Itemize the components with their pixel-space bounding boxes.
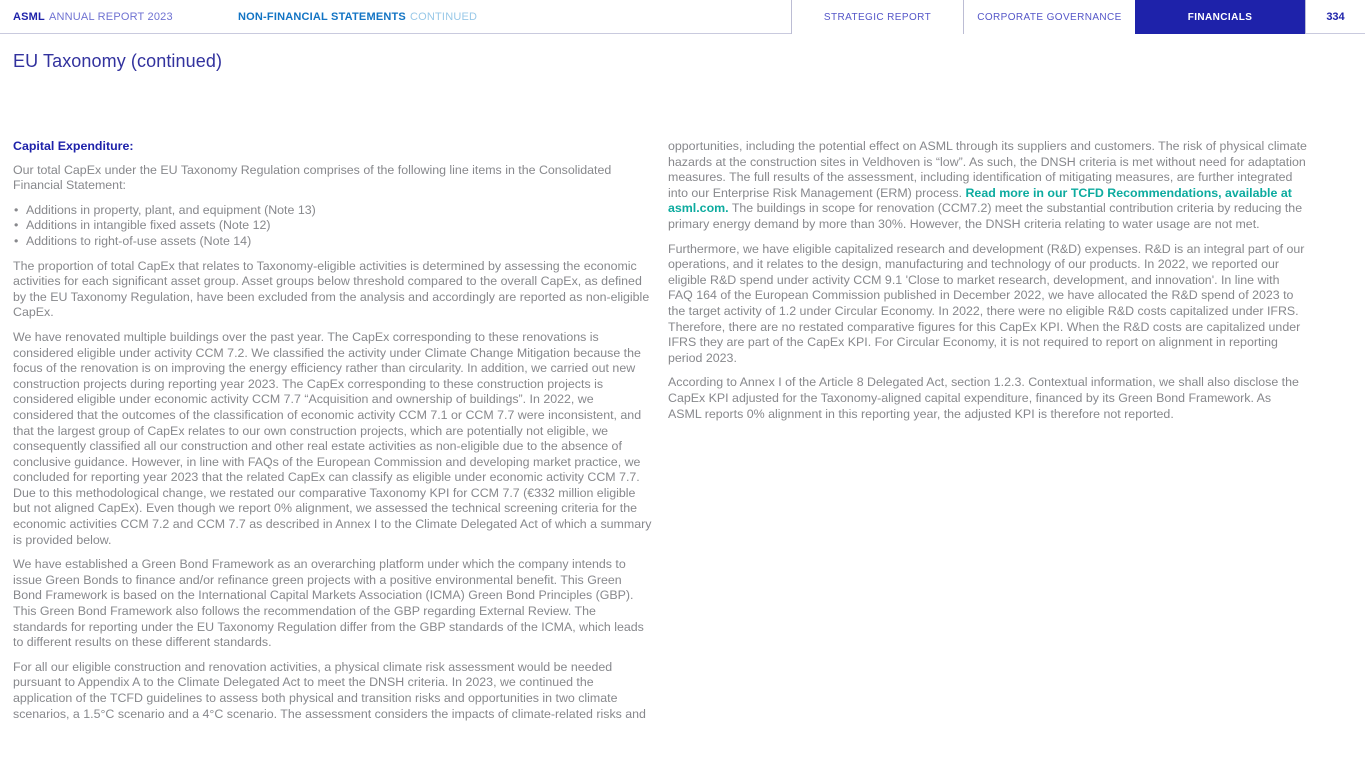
tab-strategic-report[interactable]: STRATEGIC REPORT	[791, 0, 963, 34]
body-paragraph: The proportion of total CapEx that relates to Taxonomy-eligible activities is determined by assessing the economic activities for each significant asset group. Asset groups below threshold compared to the overall CapEx, as defined by the EU Taxonomy Regulation, have been excluded from the analysis and accordingly are reported as non-eligible CapEx.	[13, 258, 650, 320]
list-item: • Additions to right-of-use assets (Note 14)	[13, 234, 653, 250]
body-paragraph: Furthermore, we have eligible capitalized research and development (R&D) expenses. R&D is an integral part of our operations, and it relates to the design, manufacturing and technology of our products. In 2022, we reported our eligible R&D spend under activity CCM 9.1 'Close to market research, development, and innovation'. In line with FAQ 164 of the European Commission published in December 2022, we have allocated the R&D spend of 2023 to the target activity of 1.2 under Circular Economy. In 2022, there were no eligible R&D costs capitalized under IFRS. Therefore, there are no restated comparative figures for this CapEx KPI. When the R&D costs are capitalized under IFRS they are part of the CapEx KPI. For Circular Economy, it is not required to report on alignment in reporting period 2023.	[668, 241, 1305, 365]
body-paragraph: We have renovated multiple buildings over the past year. The CapEx corresponding to these renovations is considered eligible under activity CCM 7.2. We classified the activity under Climate Change Mitigation because the focus of the renovation is on improving the energy efficiency rather than circularity. In addition, we carried out new construction projects during reporting year 2023. The CapEx corresponding to these construction projects is considered eligible under economic activity CCM 7.7 “Acquisition and ownership of buildings”. In 2022, we considered that the outcomes of the classification of economic activity CCM 7.1 or CCM 7.7 were inconsistent, and that the largest group of CapEx relates to our own construction projects, which are potentially not eligible, we consequently classified all our construction and other real estate activities as non-eligible due to the absence of conclusive guidance. However, in line with FAQs of the European Commission and developing market practice, we concluded for reporting year 2023 that the related CapEx can classify as eligible under economic activity CCM 7.7. Due to this methodological change, we restated our comparative Taxonomy KPI for CCM 7.7 (€332 million eligible but not aligned CapEx). Even though we report 0% alignment, we assessed the technical screening criteria for the economic activities CCM 7.2 and CCM 7.7 as described in Annex I to the Climate Delegated Act of which a summary is provided below.	[13, 329, 652, 547]
brand-name: ASML	[13, 10, 45, 23]
page-number: 334	[1305, 0, 1365, 34]
report-nav-tabs	[791, 0, 1365, 34]
section-continued-label: CONTINUED	[409, 10, 478, 23]
section-breadcrumb	[238, 0, 477, 33]
body-paragraph: According to Annex I of the Article 8 Delegated Act, section 1.2.3. Contextual information, we shall also disclose the CapEx KPI adjusted for the Taxonomy-aligned capital expenditure, financed by its Green Bond Framework. As ASML reports 0% alignment in this reporting year, the adjusted KPI is therefore not reported.	[668, 375, 1299, 421]
brand-report-year: ANNUAL REPORT 2023	[48, 10, 173, 23]
tcfd-recommendations-link[interactable]: Read more in our TCFD Recommendations, available at asml.com.	[668, 185, 1292, 216]
body-paragraph: We have established a Green Bond Framework as an overarching platform under which the company intends to issue Green Bonds to finance and/or refinance green projects with a positive environmental benefit. This Green Bond Framework is based on the International Capital Markets Association (ICMA) Green Bond Principles (GBP). This Green Bond Framework also follows the recommendation of the GBP regarding External Review. The standards for reporting under the EU Taxonomy Regulation differ from the GBP standards of the ICMA, which leads to different results on these different standards.	[13, 557, 644, 650]
tab-corporate-governance[interactable]: CORPORATE GOVERNANCE	[963, 0, 1135, 34]
intro-paragraph: Our total CapEx under the EU Taxonomy Regulation comprises of the following line items in the Consolidated Financial Statement:	[13, 162, 612, 193]
capex-line-items-list	[13, 203, 653, 250]
list-item: • Additions in property, plant, and equipment (Note 13)	[13, 203, 653, 219]
left-column	[13, 139, 653, 731]
tab-financials[interactable]: FINANCIALS	[1135, 0, 1305, 34]
body-paragraph	[668, 139, 1307, 233]
right-column	[668, 139, 1307, 731]
page-title: EU Taxonomy (continued)	[13, 51, 223, 71]
body-columns	[13, 139, 1365, 731]
section-name: NON-FINANCIAL STATEMENTS	[238, 10, 406, 23]
capital-expenditure-heading: Capital Expenditure:	[13, 139, 134, 153]
list-item: • Additions in intangible fixed assets (Note 12)	[13, 218, 653, 234]
paragraph-text: The buildings in scope for renovation (CCM7.2) meet the substantial contribution criteria by reducing the primary energy demand by more than 30%. However, the DNSH criteria relating to water usage are not met.	[668, 201, 1303, 231]
body-paragraph: For all our eligible construction and renovation activities, a physical climate risk assessment would be needed pursuant to Appendix A to the Climate Delegated Act to meet the DNSH criteria. In 2023, we continued the application of the TCFD guidelines to assess both physical and transition risks and opportunities in two climate scenarios, a 1.5°C scenario and a 4°C scenario. The assessment considers the impacts of climate-related risks and	[13, 659, 646, 721]
report-header	[0, 0, 1365, 34]
report-brand	[13, 0, 173, 33]
paragraph-text: opportunities, including the potential effect on ASML through its suppliers and customers. The risk of physical climate hazards at the construction sites in Veldhoven is “low”. As such, the DNSH criteria is met without need for adaptation measures. The full results of the assessment, including identification of mitigating measures, are further integrated into our Enterprise Risk Management (ERM) process.	[668, 139, 1307, 200]
